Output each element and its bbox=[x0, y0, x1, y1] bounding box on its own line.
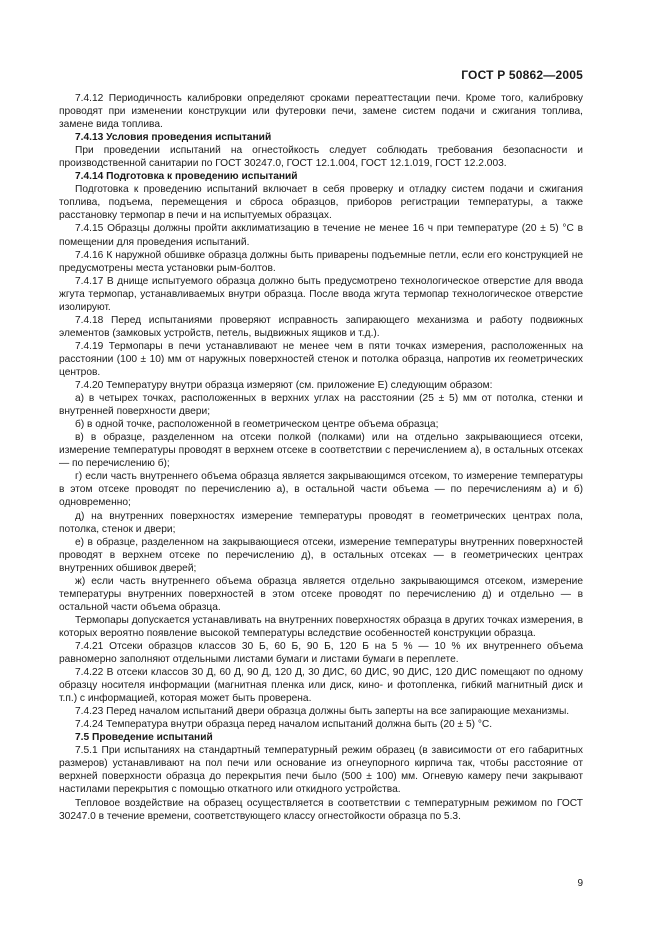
list-item-a: а) в четырех точках, расположенных в верхних углах на расстоянии (25 ± 5) мм от потолка, стенки и внутренней поверхности двери; bbox=[59, 393, 583, 418]
list-item-b: б) в одной точке, расположенной в геометрическом центре объема образца; bbox=[75, 419, 439, 431]
paragraph-thermocouples: Термопары допускается устанавливать на внутренних поверхностях образца в других точках измерения, в которых вероятно появление высокой температуры вследствие особенностей конструкции образца. bbox=[59, 614, 583, 639]
paragraph-7-4-19: 7.4.19 Термопары в печи устанавливают не менее чем в пяти точках измерения, расположенных на расстоянии (100 ± 10) мм от наружных поверхностей стенок и потолка образца, напротив их геометрических центров. bbox=[59, 340, 583, 378]
paragraph-7-4-12: 7.4.12 Периодичность калибровки определяют сроками переаттестации печи. Кроме того, калибровку проводят при изменении конструкции или футеровки печи, замене систем подачи и сжигания топлива, замене вида топлива. bbox=[59, 93, 583, 131]
paragraph-preparation: Подготовка к проведению испытаний включает в себя проверку и отладку систем подачи и сжигания топлива, подъема, перемещения и сброса образцов, приборов регистрации температуры, а также расстановку термопар в печи и на испытуемых образцах. bbox=[59, 184, 583, 222]
document-body bbox=[59, 92, 583, 823]
list-item-v: в) в образце, разделенном на отсеки полкой (полками) или на отдельно закрывающиеся отсеки, измерение температуры проводят в верхнем отсеке в соответствии с перечислением а), в остальных отсеках — по перечислению б); bbox=[59, 432, 583, 470]
paragraph-7-4-22: 7.4.22 В отсеки классов 30 Д, 60 Д, 90 Д, 120 Д, 30 ДИС, 60 ДИС, 90 ДИС, 120 ДИС помещают по одному образцу носителя информации (магнитная пленка или диск, кино- и фотопленка, гибкий магнитный диск и т.п.) с информацией, которая может быть проверена. bbox=[59, 667, 583, 705]
list-item-zh: ж) если часть внутреннего объема образца является отдельно закрывающимся отсеком, измерение температуры внутренних поверхностей в этом отсеке проводят по перечислению д) и отдельно — в остальной части объема образца. bbox=[59, 575, 583, 613]
section-heading-7-4-13: 7.4.13 Условия проведения испытаний bbox=[75, 132, 272, 144]
paragraph-7-5-1: 7.5.1 При испытаниях на стандартный температурный режим образец (в зависимости от его габаритных размеров) устанавливают на пол печи или основание из огнеупорного кирпича так, чтобы расстояние от верхней поверхности образца до перекрытия печи было (500 ± 100) мм. Огневую камеру печи закрывают настилами перекрытия с помощью откатного или откидного устройства. bbox=[59, 745, 583, 796]
paragraph-heat-exposure: Тепловое воздействие на образец осуществляется в соответствии с температурным режимом по ГОСТ 30247.0 в течение времени, соответствующего классу огнестойкости образца по 5.3. bbox=[59, 797, 583, 822]
list-item-g: г) если часть внутреннего объема образца является закрывающимся отсеком, то измерение температуры в этом отсеке проводят по перечислению а), в остальной части объема — по перечислениям а) и б) одновременно; bbox=[59, 471, 583, 509]
paragraph-7-4-23: 7.4.23 Перед началом испытаний двери образца должны быть заперты на все запирающие механизмы. bbox=[75, 706, 570, 718]
paragraph-7-4-24: 7.4.24 Температура внутри образца перед началом испытаний должна быть (20 ± 5) °С. bbox=[75, 719, 493, 731]
paragraph-7-4-20: 7.4.20 Температуру внутри образца измеряют (см. приложение Е) следующим образом: bbox=[75, 380, 493, 392]
paragraph-7-4-15: 7.4.15 Образцы должны пройти акклиматизацию в течение не менее 16 ч при температуре (20 ± 5) °С в помещении для проведения испытаний. bbox=[59, 223, 583, 248]
paragraph-7-4-18: 7.4.18 Перед испытаниями проверяют исправность запирающего механизма и работу подвижных элементов (замковых устройств, петель, выдвижных ящиков и т.д.). bbox=[59, 314, 583, 339]
section-heading-7-4-14: 7.4.14 Подготовка к проведению испытаний bbox=[75, 171, 298, 183]
list-item-e: е) в образце, разделенном на закрывающиеся отсеки, измерение температуры внутренних поверхностей проводят в верхнем отсеке по перечислению д), в остальных отсеках — в геометрических центрах внутренних обшивок дверей; bbox=[59, 536, 583, 574]
paragraph-7-4-16: 7.4.16 К наружной обшивке образца должны быть приварены подъемные петли, если его конструкцией не предусмотрены места установки рым-болтов. bbox=[59, 249, 583, 274]
list-item-d: д) на внутренних поверхностях измерение температуры проводят в геометрических центрах пола, потолка, стенок и двери; bbox=[59, 510, 583, 535]
paragraph-safety: При проведении испытаний на огнестойкость следует соблюдать требования безопасности и производственной санитарии по ГОСТ 30247.0, ГОСТ 12.1.004, ГОСТ 12.1.019, ГОСТ 12.2.003. bbox=[59, 145, 583, 170]
document-header: ГОСТ Р 50862—2005 bbox=[461, 68, 583, 82]
paragraph-7-4-21: 7.4.21 Отсеки образцов классов 30 Б, 60 Б, 90 Б, 120 Б на 5 % — 10 % их внутреннего объема равномерно заполняют отдельными листами бумаги и листами бумаги в переплете. bbox=[59, 640, 583, 666]
paragraph-7-4-17: 7.4.17 В днище испытуемого образца должно быть предусмотрено технологическое отверстие для ввода жгута термопар, устанавливаемых внутри образца. После ввода жгута термопар технологическое отверстие изолируют. bbox=[59, 275, 583, 313]
section-heading-7-5: 7.5 Проведение испытаний bbox=[75, 732, 213, 744]
page-number: 9 bbox=[577, 878, 583, 889]
